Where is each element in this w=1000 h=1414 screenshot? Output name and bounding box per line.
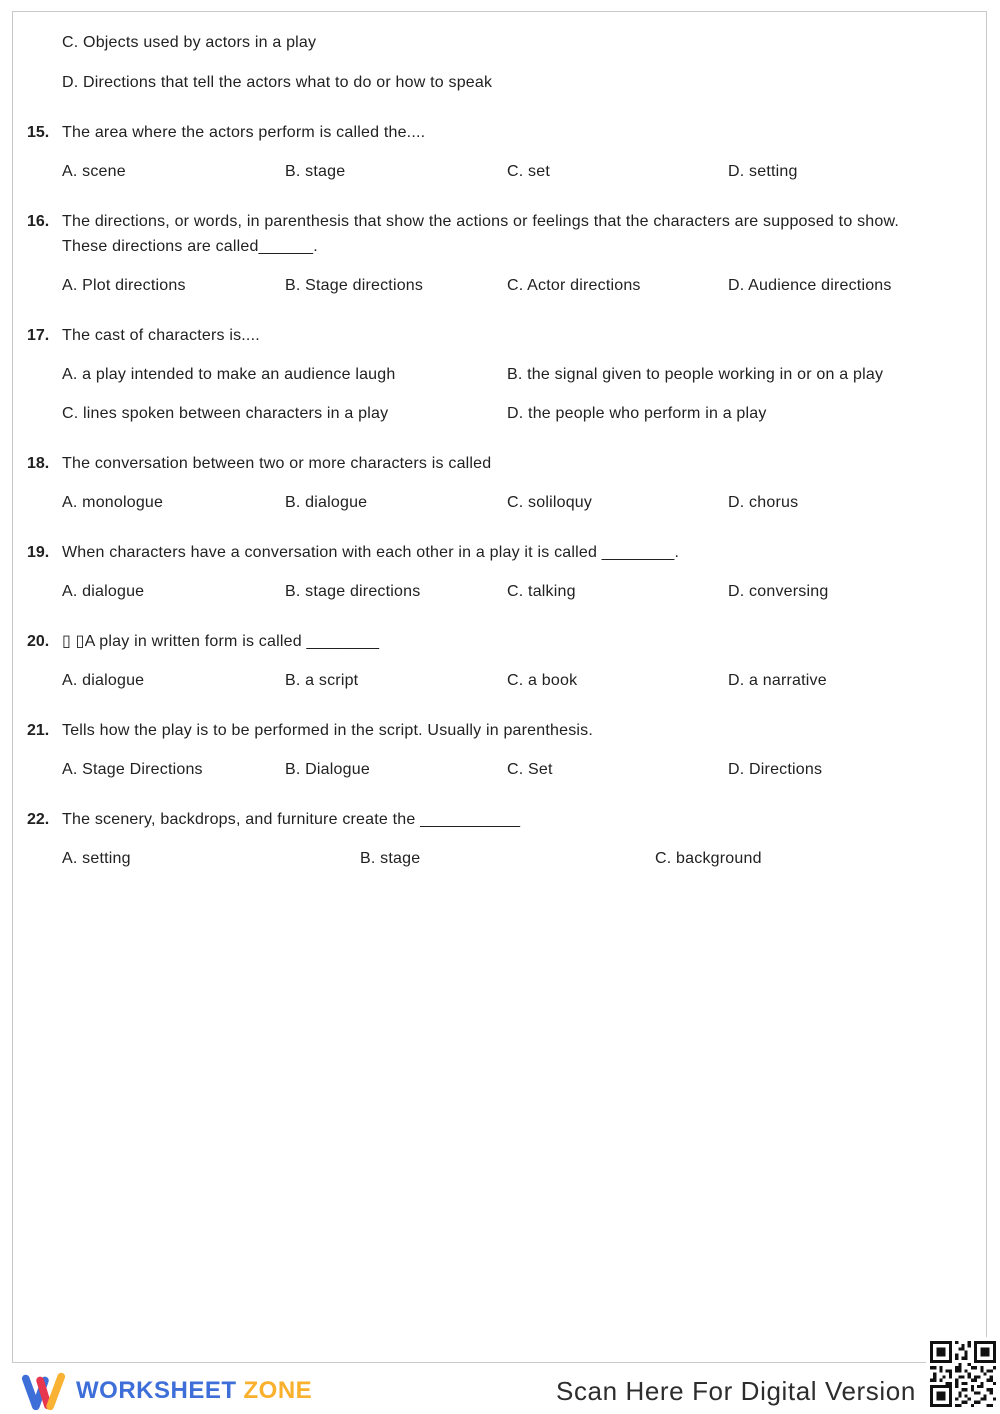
options-row <box>62 364 946 386</box>
option-d: D. the people who perform in a play <box>507 405 767 422</box>
question-stem: The area where the actors perform is called the.... <box>62 124 426 141</box>
option-c: C. talking <box>507 583 576 600</box>
question-21 <box>27 718 946 781</box>
option-c: C. Set <box>507 761 553 778</box>
option-c: C. set <box>507 163 550 180</box>
question-16 <box>27 209 946 297</box>
option-b: B. a script <box>285 672 359 689</box>
question-20 <box>27 629 946 692</box>
option-b: B. Dialogue <box>285 761 370 778</box>
options-row <box>62 670 946 692</box>
option-c: C. background <box>655 850 762 867</box>
question-number: 22. <box>27 811 50 828</box>
option-b: B. the signal given to people working in or on a play <box>507 366 884 383</box>
option-a: A. scene <box>62 163 126 180</box>
option-d: D. setting <box>728 163 798 180</box>
question-17 <box>27 323 946 425</box>
question-number: 18. <box>27 455 50 472</box>
question-stem: The directions, or words, in parenthesis that show the actions or feelings that the characters are supposed to show. These directions are called______. <box>62 213 904 255</box>
option-d: D. Audience directions <box>728 277 892 294</box>
question-19 <box>27 540 946 603</box>
carryover-option-d: D. Directions that tell the actors what to do or how to speak <box>62 74 493 91</box>
question-stem: The cast of characters is.... <box>62 327 260 344</box>
option-b: B. stage <box>285 163 346 180</box>
option-d: D. a narrative <box>728 672 827 689</box>
question-area <box>12 11 987 1363</box>
option-c: C. a book <box>507 672 578 689</box>
question-22 <box>27 807 946 870</box>
option-a: A. dialogue <box>62 583 145 600</box>
option-d: D. Directions <box>728 761 823 778</box>
scan-here-label: Scan Here For Digital Version <box>556 1376 916 1406</box>
options-row <box>62 759 946 781</box>
question-15 <box>27 120 946 183</box>
question-stem: When characters have a conversation with each other in a play it is called ________. <box>62 544 680 561</box>
question-number: 20. <box>27 633 50 650</box>
question-stem: ▯ ▯A play in written form is called ________ <box>62 633 380 650</box>
brand-word-zone: ZONE <box>243 1377 313 1404</box>
options-row <box>62 161 946 183</box>
options-row <box>62 492 946 514</box>
option-b: B. Stage directions <box>285 277 424 294</box>
options-row <box>62 848 946 870</box>
option-b: B. dialogue <box>285 494 368 511</box>
option-c: C. Actor directions <box>507 277 641 294</box>
question-stem: Tells how the play is to be performed in the script. Usually in parenthesis. <box>62 722 594 739</box>
question-number: 16. <box>27 213 50 230</box>
carryover-option-c: C. Objects used by actors in a play <box>62 34 317 51</box>
question-number: 15. <box>27 124 50 141</box>
option-a: A. Plot directions <box>62 277 186 294</box>
option-d: D. chorus <box>728 494 799 511</box>
option-a: A. Stage Directions <box>62 761 203 778</box>
option-a: A. dialogue <box>62 672 145 689</box>
worksheetzone-logo <box>20 1368 312 1414</box>
option-a: A. a play intended to make an audience laugh <box>62 366 396 383</box>
options-row <box>62 581 946 603</box>
worksheetzone-logo-icon <box>20 1368 66 1414</box>
option-d: D. conversing <box>728 583 829 600</box>
options-row <box>62 403 946 425</box>
option-a: A. monologue <box>62 494 164 511</box>
option-c: C. lines spoken between characters in a play <box>62 405 389 422</box>
brand-word-worksheet: WORKSHEET <box>76 1377 237 1404</box>
options-row <box>62 275 946 297</box>
qr-code <box>926 1337 1000 1411</box>
option-c: C. soliloquy <box>507 494 593 511</box>
question-number: 17. <box>27 327 50 344</box>
question-18 <box>27 451 946 514</box>
question-stem: The scenery, backdrops, and furniture create the ___________ <box>62 811 521 828</box>
option-b: B. stage directions <box>285 583 421 600</box>
option-b: B. stage <box>360 850 421 867</box>
question-stem: The conversation between two or more characters is called <box>62 455 492 472</box>
option-a: A. setting <box>62 850 131 867</box>
question-number: 19. <box>27 544 50 561</box>
question-number: 21. <box>27 722 50 739</box>
